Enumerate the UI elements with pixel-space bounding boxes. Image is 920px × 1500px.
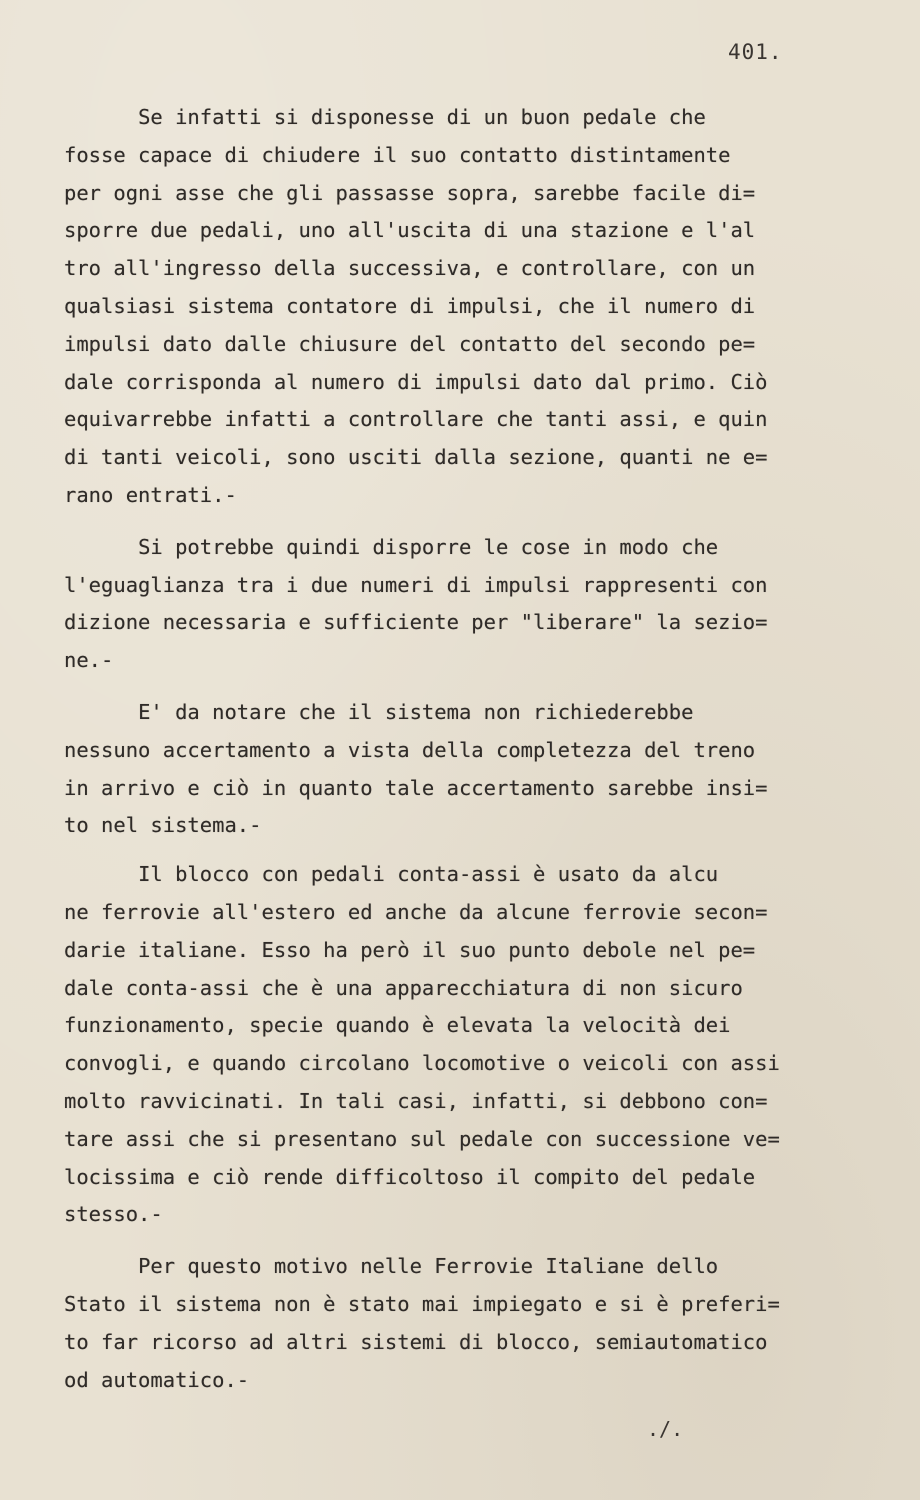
- paragraph-2: [64, 529, 864, 680]
- body-text: [64, 99, 864, 1399]
- text-line: Il blocco con pedali conta-assi è usato da alcu: [138, 862, 719, 887]
- text-line: Per questo motivo nelle Ferrovie Italiane dello: [138, 1254, 719, 1279]
- text-line: Si potrebbe quindi disporre le cose in modo che: [138, 534, 719, 559]
- text-line: fosse capace di chiudere il suo contatto distintamente: [64, 142, 731, 167]
- text-line: impulsi dato dalle chiusure del contatto del secondo pe=: [64, 331, 756, 356]
- paragraph-1: [64, 99, 864, 515]
- text-line: Stato il sistema non è stato mai impiegato e si è preferi=: [64, 1291, 780, 1316]
- text-line: Se infatti si disponesse di un buon pedale che: [138, 105, 706, 129]
- text-line: tro all'ingresso della successiva, e controllare, con un: [64, 256, 756, 281]
- text-line: in arrivo e ciò in quanto tale accertamento sarebbe insi=: [64, 775, 768, 800]
- text-line: darie italiane. Esso ha però il suo punto debole nel pe=: [64, 937, 756, 962]
- paragraph-5: [64, 1248, 864, 1399]
- text-line: to nel sistema.-: [64, 813, 262, 838]
- page-number: 401.: [728, 40, 783, 64]
- text-line: ne ferrovie all'estero ed anche da alcune ferrovie secon=: [64, 899, 768, 924]
- text-line: locissima e ciò rende difficoltoso il compito del pedale: [64, 1164, 756, 1189]
- text-line: l'eguaglianza tra i due numeri di impulsi rappresenti con: [64, 572, 768, 597]
- text-line: di tanti veicoli, sono usciti dalla sezione, quanti ne e=: [64, 445, 768, 470]
- text-line: equivarrebbe infatti a controllare che tanti assi, e quin: [64, 407, 768, 432]
- text-line: dale corrisponda al numero di impulsi dato dal primo. Ciò: [64, 369, 768, 394]
- text-line: dale conta-assi che è una apparecchiatura di non sicuro: [64, 975, 743, 1000]
- paragraph-3: [64, 694, 864, 845]
- text-line: to far ricorso ad altri sistemi di blocco, semiautomatico: [64, 1329, 768, 1354]
- text-line: convogli, e quando circolano locomotive o veicoli con assi: [64, 1051, 780, 1076]
- text-line: rano entrati.-: [64, 482, 237, 507]
- text-line: nessuno accertamento a vista della completezza del treno: [64, 737, 756, 762]
- text-line: od automatico.-: [64, 1367, 250, 1392]
- text-line: sporre due pedali, uno all'uscita di una stazione e l'al: [64, 218, 756, 243]
- text-line: funzionamento, specie quando è elevata la velocità dei: [64, 1013, 731, 1038]
- text-line: ne.-: [64, 648, 114, 673]
- text-line: per ogni asse che gli passasse sopra, sarebbe facile di=: [64, 180, 756, 205]
- text-line: stesso.-: [64, 1202, 163, 1227]
- text-line: dizione necessaria e sufficiente per "liberare" la sezio=: [64, 610, 768, 635]
- continuation-mark: ./.: [647, 1417, 684, 1441]
- text-line: E' da notare che il sistema non richiederebbe: [138, 699, 694, 724]
- text-line: molto ravvicinati. In tali casi, infatti, si debbono con=: [64, 1088, 768, 1113]
- text-line: tare assi che si presentano sul pedale con successione ve=: [64, 1126, 780, 1151]
- paragraph-4: [64, 856, 864, 1234]
- text-line: qualsiasi sistema contatore di impulsi, che il numero di: [64, 293, 756, 318]
